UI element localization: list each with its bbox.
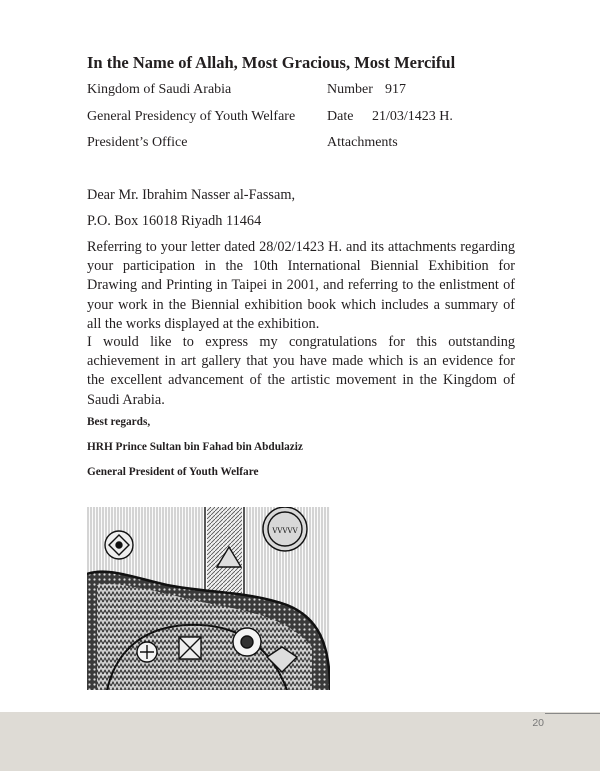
date-value: 21/03/1423 H. bbox=[372, 109, 453, 124]
header-office: President’s Office bbox=[87, 135, 188, 150]
address: P.O. Box 16018 Riyadh 11464 bbox=[87, 213, 262, 229]
number-value: 917 bbox=[385, 82, 406, 97]
closing: Best regards, bbox=[87, 416, 151, 428]
artwork-medal-text: VVVVV bbox=[272, 527, 298, 535]
footer-band bbox=[0, 712, 600, 771]
page-number: 20 bbox=[532, 717, 544, 729]
paragraph-referring: Referring to your letter dated 28/02/1423 H. and its attachments regarding your participation in the 10th International Biennial Exhibition for Drawing and Printing in Taipei in 2001, and referring to the enlistment of your work in the Biennial exhibition book which includes a summary of all the works displayed at the exhibition. bbox=[87, 239, 515, 332]
footer-rule bbox=[545, 713, 600, 714]
header-kingdom: Kingdom of Saudi Arabia bbox=[87, 82, 232, 97]
number-label: Number bbox=[327, 82, 373, 97]
paragraph-congratulations: I would like to express my congratulations for this outstanding achievement in art gallery that you have made which is an evidence for the excellent advancement of the artistic movement in the Kingdom of Saudi Arabia. bbox=[87, 334, 515, 408]
letter-title: In the Name of Allah, Most Gracious, Most Merciful bbox=[87, 53, 456, 72]
date-label: Date bbox=[327, 109, 354, 124]
artwork-print bbox=[87, 507, 330, 690]
header-presidency: General Presidency of Youth Welfare bbox=[87, 109, 296, 124]
salutation: Dear Mr. Ibrahim Nasser al-Fassam, bbox=[87, 187, 296, 203]
signatory-name: HRH Prince Sultan bin Fahad bin Abdulaziz bbox=[87, 441, 303, 453]
attachments-label: Attachments bbox=[327, 135, 398, 150]
signatory-title: General President of Youth Welfare bbox=[87, 466, 259, 478]
